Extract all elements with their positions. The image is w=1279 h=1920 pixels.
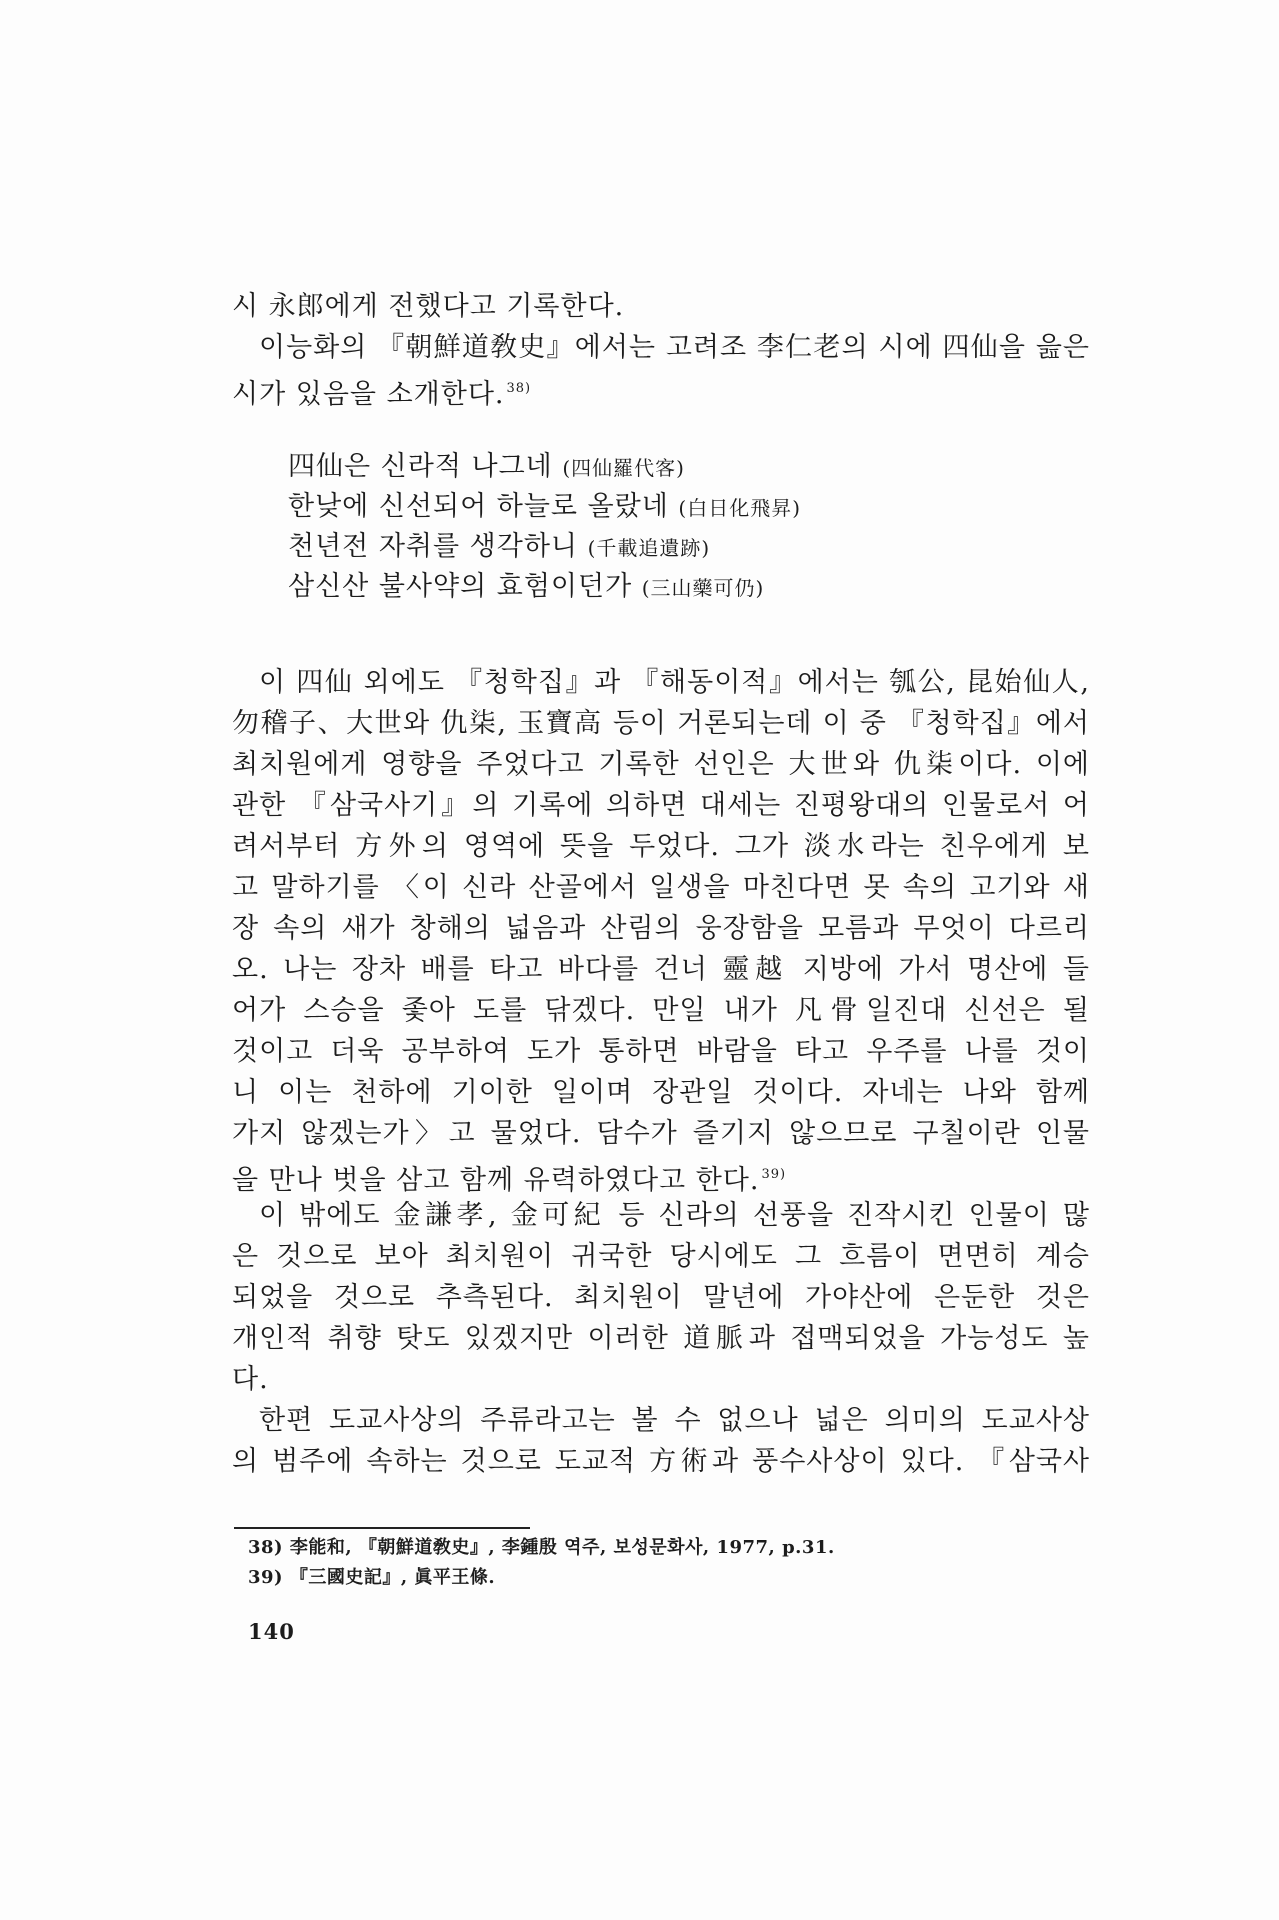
text-line: 가지 않겠는가〉고 물었다. 담수가 즐기지 않으므로 구칠이란 인물 (232, 1118, 1090, 1149)
poem-original: (白日化飛昇) (678, 496, 802, 520)
poem-original: (千載追遺跡) (587, 536, 711, 560)
poem-text: 삼신산 불사약의 효험이던가 (288, 571, 633, 602)
poem-original: (三山藥可仍) (641, 576, 765, 600)
text-line: 이능화의 『朝鮮道敎史』에서는 고려조 李仁老의 시에 四仙을 읊은 (259, 332, 1090, 363)
main-paragraph (232, 662, 1090, 1482)
poem-block (288, 447, 988, 607)
poem-text: 천년전 자취를 생각하니 (288, 531, 578, 562)
text-line (232, 368, 1090, 409)
text-line: 개인적 취향 탓도 있겠지만 이러한 道脈과 접맥되었을 가능성도 높 (232, 1323, 1090, 1354)
footnote-ref-38: 38) (506, 381, 532, 396)
text-line: 은 것으로 보아 최치원이 귀국한 당시에도 그 흐름이 면면히 계승 (232, 1241, 1090, 1272)
text-line: 시 永郎에게 전했다고 기록한다. (232, 291, 625, 322)
text-line: 고 말하기를 〈이 신라 산골에서 일생을 마친다면 못 속의 고기와 새 (232, 872, 1090, 903)
footnote-39: 39) 『三國史記』, 眞平王條. (248, 1567, 496, 1588)
text-line: 의 범주에 속하는 것으로 도교적 方術과 풍수사상이 있다. 『삼국사 (232, 1446, 1090, 1477)
text-line: 장 속의 새가 창해의 넓음과 산림의 웅장함을 모름과 무엇이 다르리 (232, 913, 1090, 944)
footnotes (248, 1533, 1048, 1593)
text-line: 勿稽子、大世와 仇柒, 玉寶高 등이 거론되는데 이 중 『청학집』에서 (232, 708, 1090, 739)
text-line: 되었을 것으로 추측된다. 최치원이 말년에 가야산에 은둔한 것은 (232, 1282, 1090, 1313)
poem-line (288, 527, 988, 567)
footnote-38: 38) 李能和, 『朝鮮道敎史』, 李鍾殷 역주, 보성문화사, 1977, p.31. (248, 1537, 835, 1558)
text-line: 이 四仙 외에도 『청학집』과 『해동이적』에서는 瓠公, 昆始仙人, (259, 667, 1090, 698)
poem-original: (四仙羅代客) (562, 456, 685, 480)
page-number: 140 (248, 1619, 295, 1644)
footnote-divider (234, 1527, 530, 1529)
text-span: 을 만나 벗을 삼고 함께 유력하였다고 한다. (232, 1165, 760, 1196)
text-line: 이 밖에도 金謙孝, 金可紀 등 신라의 선풍을 진작시킨 인물이 많 (259, 1200, 1090, 1231)
poem-line (288, 487, 988, 527)
poem-line (288, 447, 988, 487)
text-line: 관한 『삼국사기』의 기록에 의하면 대세는 진평왕대의 인물로서 어 (232, 790, 1090, 821)
text-line: 니 이는 천하에 기이한 일이며 장관일 것이다. 자네는 나와 함께 (232, 1077, 1090, 1108)
poem-text: 한낮에 신선되어 하늘로 올랐네 (288, 491, 669, 522)
text-line: 다. (232, 1364, 269, 1395)
text-span: 시가 있음을 소개한다. (232, 379, 505, 410)
text-line (232, 1154, 1090, 1195)
poem-line (288, 567, 988, 607)
text-line: 한편 도교사상의 주류라고는 볼 수 없으나 넓은 의미의 도교사상 (259, 1405, 1090, 1436)
intro-paragraph (232, 286, 1090, 409)
footnote-ref-39: 39) (761, 1167, 787, 1182)
poem-text: 四仙은 신라적 나그네 (288, 451, 553, 482)
text-line: 어가 스승을 좇아 도를 닦겠다. 만일 내가 凡骨일진대 신선은 될 (232, 995, 1090, 1026)
text-line: 오. 나는 장차 배를 타고 바다를 건너 靈越 지방에 가서 명산에 들 (232, 954, 1090, 985)
text-line: 최치원에게 영향을 주었다고 기록한 선인은 大世와 仇柒이다. 이에 (232, 749, 1090, 780)
text-line: 것이고 더욱 공부하여 도가 통하면 바람을 타고 우주를 나를 것이 (232, 1036, 1090, 1067)
text-line: 려서부터 方外의 영역에 뜻을 두었다. 그가 淡水라는 친우에게 보 (232, 831, 1090, 862)
